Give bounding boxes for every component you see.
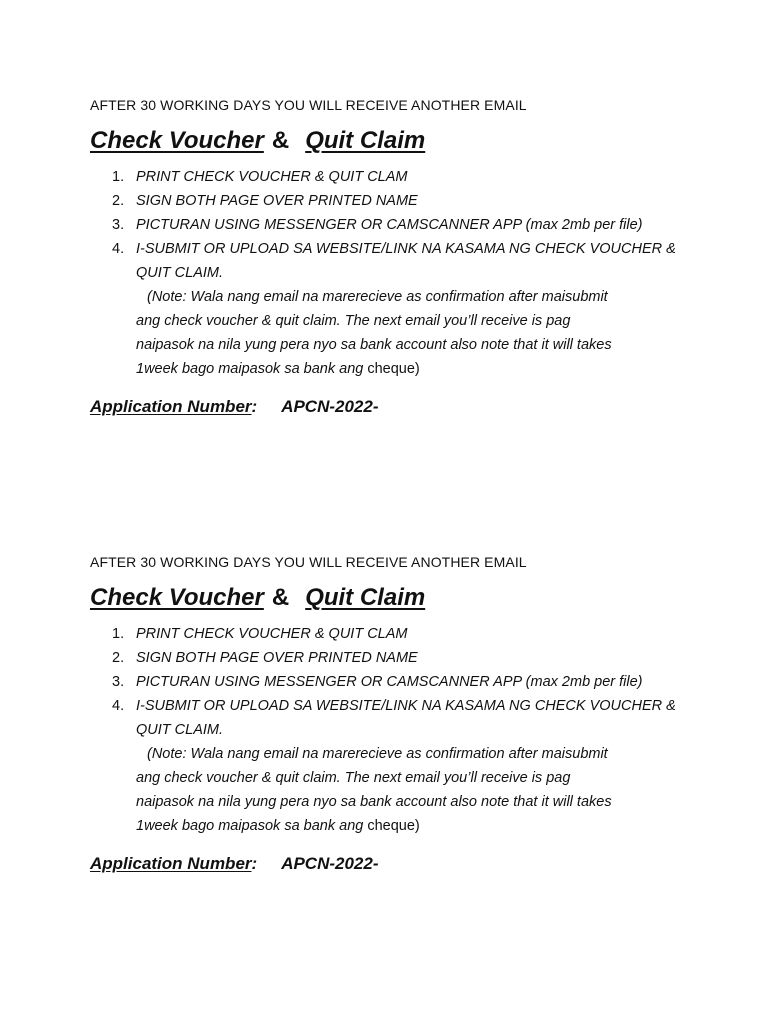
heading-check-voucher: Check Voucher [90, 584, 264, 611]
steps-list [90, 622, 690, 742]
step-item [90, 165, 690, 189]
note-paragraph [90, 742, 690, 838]
step-item [90, 694, 690, 742]
instruction-section-2 [90, 553, 690, 876]
step-number: 1. [112, 626, 125, 642]
step-text: SIGN BOTH PAGE OVER PRINTED NAME [136, 650, 418, 666]
section-heading [90, 582, 690, 614]
section-heading [90, 125, 690, 157]
step-item [90, 237, 690, 285]
step-number: 2. [112, 650, 125, 666]
step-number: 2. [112, 193, 125, 209]
step-text: PICTURAN USING MESSENGER OR CAMSCANNER APP (max 2mb per file) [136, 217, 643, 233]
step-item [90, 670, 690, 694]
note-line: ang check voucher & quit claim. The next email you’ll receive is pag [136, 770, 571, 786]
step-number: 3. [112, 217, 125, 233]
application-number-colon: : [251, 397, 258, 416]
note-line: (Note: Wala nang email na marerecieve as confirmation after maisubmit [147, 746, 608, 762]
heading-ampersand: & [271, 127, 290, 154]
application-number [90, 852, 690, 876]
heading-check-voucher: Check Voucher [90, 127, 264, 154]
step-number: 4. [112, 241, 125, 257]
heading-quit-claim: Quit Claim [305, 127, 426, 154]
heading-quit-claim: Quit Claim [305, 584, 426, 611]
note-paragraph [90, 285, 690, 381]
note-line: naipasok na nila yung pera nyo sa bank account also note that it will takes [136, 337, 612, 353]
note-line: (Note: Wala nang email na marerecieve as confirmation after maisubmit [147, 289, 608, 305]
step-item [90, 213, 690, 237]
note-line: ang check voucher & quit claim. The next email you’ll receive is pag [136, 313, 571, 329]
step-item [90, 646, 690, 670]
application-number-label: Application Number [90, 854, 252, 873]
application-number-value: APCN-2022- [281, 397, 379, 416]
steps-list [90, 165, 690, 285]
heading-ampersand: & [271, 584, 290, 611]
note-end: cheque) [367, 361, 420, 377]
note-line: 1week bago maipasok sa bank ang [136, 361, 364, 377]
note-line: 1week bago maipasok sa bank ang [136, 818, 364, 834]
step-text: PICTURAN USING MESSENGER OR CAMSCANNER APP (max 2mb per file) [136, 674, 643, 690]
intro-text: AFTER 30 WORKING DAYS YOU WILL RECEIVE ANOTHER EMAIL [90, 97, 527, 113]
step-text: I-SUBMIT OR UPLOAD SA WEBSITE/LINK NA KASAMA NG CHECK VOUCHER & QUIT CLAIM. [136, 241, 676, 281]
step-text: I-SUBMIT OR UPLOAD SA WEBSITE/LINK NA KASAMA NG CHECK VOUCHER & QUIT CLAIM. [136, 698, 676, 738]
step-number: 3. [112, 674, 125, 690]
note-end: cheque) [367, 818, 420, 834]
instruction-section-1 [90, 96, 690, 419]
note-line: naipasok na nila yung pera nyo sa bank account also note that it will takes [136, 794, 612, 810]
step-text: SIGN BOTH PAGE OVER PRINTED NAME [136, 193, 418, 209]
step-text: PRINT CHECK VOUCHER & QUIT CLAM [136, 169, 408, 185]
step-item [90, 189, 690, 213]
step-number: 1. [112, 169, 125, 185]
step-text: PRINT CHECK VOUCHER & QUIT CLAM [136, 626, 408, 642]
step-item [90, 622, 690, 646]
step-number: 4. [112, 698, 125, 714]
application-number-label: Application Number [90, 397, 252, 416]
application-number-value: APCN-2022- [281, 854, 379, 873]
application-number [90, 395, 690, 419]
application-number-colon: : [251, 854, 258, 873]
intro-text: AFTER 30 WORKING DAYS YOU WILL RECEIVE ANOTHER EMAIL [90, 554, 527, 570]
